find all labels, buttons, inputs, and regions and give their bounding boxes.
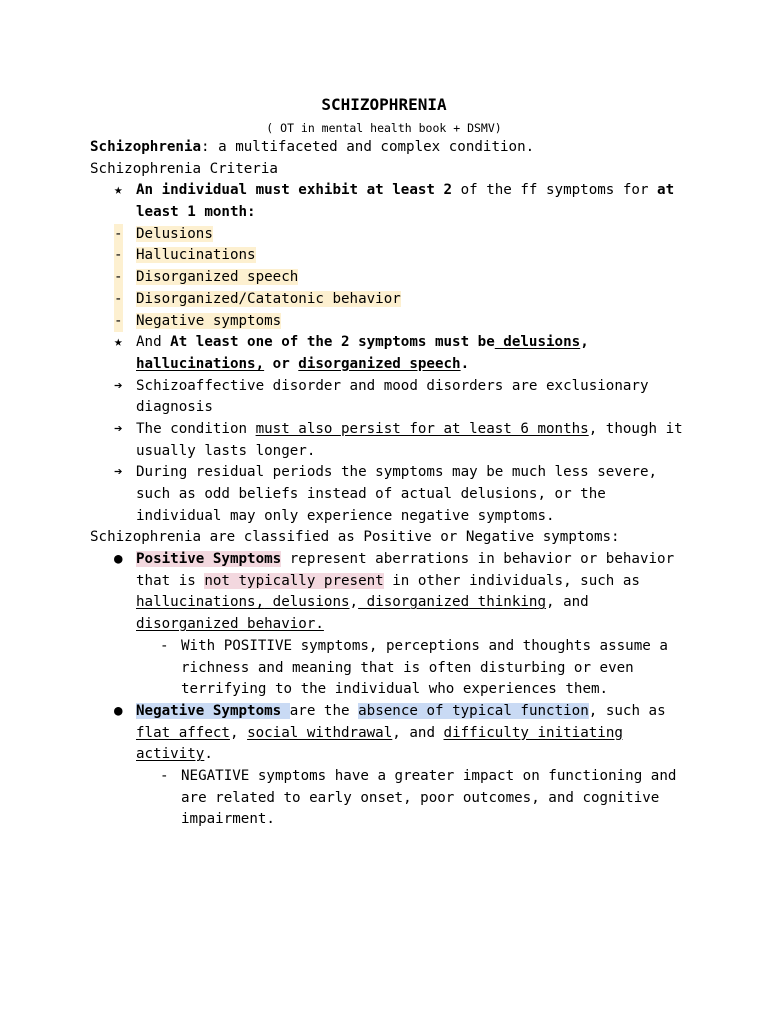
criterion-1-cont [90,202,690,224]
negative-comma: , [229,724,248,741]
positive-symptoms-cont [90,571,690,593]
arrow-bullet-icon: ➔ [114,377,123,394]
negative-sub-note [90,766,690,788]
symptom-item [90,224,690,246]
negative-text: are the [289,702,359,719]
dash-bullet-icon: - [114,311,123,333]
positive-highlight: not typically present [204,572,384,589]
negative-space [281,703,290,719]
symptom-item [90,289,690,311]
dot-bullet-icon: ● [114,702,123,719]
arrow-bullet-icon: ➔ [114,464,123,481]
symptom-label: Delusions [136,225,213,242]
positive-disorganized-behavior: disorganized behavior. [136,616,324,633]
symptom-item [90,245,690,267]
positive-comma: , [349,594,359,611]
symptom-label: Disorganized/Catatonic behavior [136,290,401,307]
negative-social-withdrawal: social withdrawal [247,724,393,741]
dash-bullet-icon: - [160,637,169,654]
note-3 [90,462,690,484]
dash-bullet-icon: - [114,245,123,267]
criterion-2-cont [90,354,690,376]
star-bullet-icon: ★ [114,182,123,199]
note-1 [90,376,690,398]
criterion-1 [90,180,690,202]
note-1-cont: diagnosis [136,399,213,416]
criterion-2-delusions: delusions [494,334,581,351]
positive-symptoms [90,549,690,571]
classification-line: Schizophrenia are classified as Positive or Negative symptoms: [90,529,620,546]
criteria-heading: Schizophrenia Criteria [90,160,278,177]
intro-definition: : a multifaceted and complex condition. [201,139,535,155]
criterion-2-prefix: And [136,334,171,351]
positive-symptoms-cont [90,592,690,614]
symptom-item [90,267,690,289]
positive-sub-note-cont: terrifying to the individual who experiences them. [181,681,609,698]
note-2-pre: The condition [136,420,256,437]
positive-symptoms-label: Positive Symptoms [136,551,282,568]
intro-line [90,137,690,159]
document-body [90,137,690,831]
note-2-duration: must also persist for at least 6 months [255,420,589,437]
negative-sub-note-cont: are related to early onset, poor outcomes, and cognitive [181,789,660,806]
symptom-label: Disorganized speech [136,269,299,286]
dash-bullet-icon: - [114,267,123,289]
positive-text: in other individuals, such as [383,572,640,589]
criterion-2-hallucinations: hallucinations, [136,355,265,372]
negative-symptoms-cont [90,744,690,766]
negative-symptoms-label: Negative Symptoms [136,702,282,719]
positive-text: that is [136,572,205,589]
note-3-cont: individual may only experience negative symptoms. [136,507,555,524]
symptom-item [90,311,690,333]
document-title: SCHIZOPHRENIA [321,95,447,114]
negative-flat-affect: flat affect [136,724,230,741]
positive-disorganized-thinking: disorganized thinking [358,594,547,611]
dash-bullet-icon: - [114,289,123,311]
document-subtitle: ( OT in mental health book + DSMV) [266,121,502,135]
positive-delusions: delusions [264,594,350,611]
positive-sub-text: With POSITIVE symptoms, perceptions and thoughts assume a [181,637,668,654]
note-3-text: During residual periods the symptoms may be much less severe, [136,464,658,481]
negative-and: , and [392,724,444,741]
note-2 [90,419,690,441]
criterion-1-duration: least 1 month: [136,204,256,221]
dot-bullet-icon: ● [114,551,123,568]
negative-symptoms [90,701,690,723]
positive-symptoms-cont [90,614,690,636]
negative-symptoms-cont [90,723,690,745]
criterion-2-disorganized-speech: disorganized speech [298,355,461,372]
positive-and: , and [546,594,589,611]
criterion-2-comma: , [580,334,589,351]
positive-sub-note-cont: richness and meaning that is often disturbing or even [181,659,634,676]
criterion-1-bold: An individual must exhibit at least 2 [136,182,453,199]
negative-text: , such as [588,702,666,719]
positive-sub-note [90,636,690,658]
dash-bullet-icon: - [114,224,123,246]
positive-text: represent aberrations in behavior or behavior [281,551,675,568]
dash-bullet-icon: - [160,767,169,784]
positive-hallucinations: hallucinations, [136,594,265,611]
intro-term: Schizophrenia [90,139,202,155]
criterion-2-or: or [264,355,299,372]
negative-period: . [204,746,213,763]
symptom-label: Negative symptoms [136,312,282,329]
note-3-cont: such as odd beliefs instead of actual delusions, or the [136,486,606,502]
note-2-cont: usually lasts longer. [136,442,316,459]
negative-activity: activity [136,746,205,763]
criterion-2-period: . [460,355,470,372]
negative-sub-text: NEGATIVE symptoms have a greater impact on functioning and [181,767,677,784]
note-2-post: , though it [588,420,683,437]
symptom-label: Hallucinations [136,247,256,264]
criterion-2-bold: At least one of the 2 symptoms must be [170,334,495,351]
arrow-bullet-icon: ➔ [114,420,123,437]
criterion-1-bold-at: at [657,182,675,199]
star-bullet-icon: ★ [114,334,123,351]
note-1-text: Schizoaffective disorder and mood disorders are exclusionary [136,377,649,394]
criterion-1-text: of the ff symptoms for [452,182,658,199]
criterion-2 [90,332,690,354]
negative-highlight: absence of typical function [358,702,589,719]
negative-sub-note-cont: impairment. [181,811,275,828]
negative-difficulty-initiating: difficulty initiating [443,724,623,741]
